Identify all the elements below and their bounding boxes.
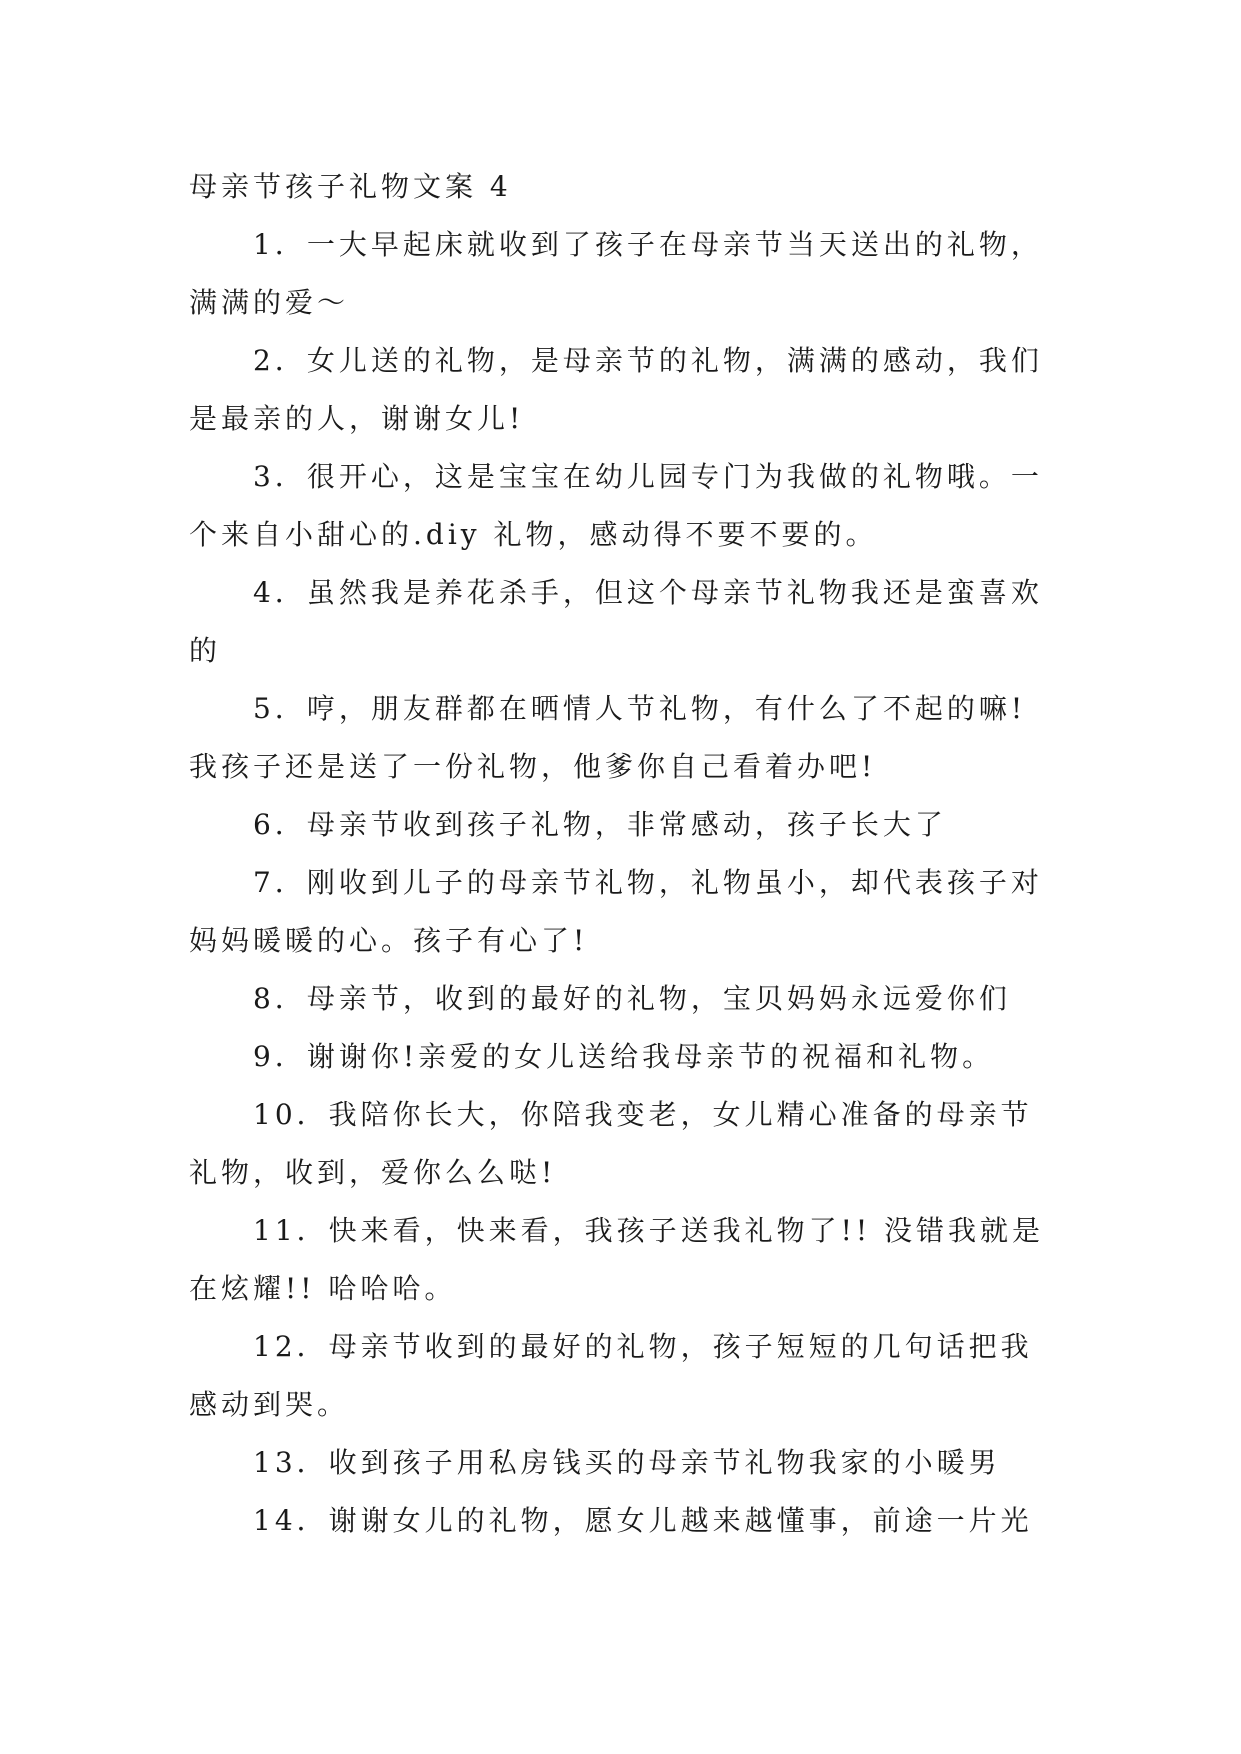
document-title: 母亲节孩子礼物文案 4	[189, 170, 512, 203]
list-item: 8．母亲节，收到的最好的礼物，宝贝妈妈永远爱你们	[253, 982, 1011, 1015]
list-item: 1．一大早起床就收到了孩子在母亲节当天送出的礼物，满满的爱～	[189, 228, 1043, 319]
list-item: 2．女儿送的礼物，是母亲节的礼物，满满的感动，我们是最亲的人，谢谢女儿!	[189, 344, 1043, 435]
list-item: 5．哼，朋友群都在晒情人节礼物，有什么了不起的嘛!我孩子还是送了一份礼物，他爹你自己看着办吧!	[189, 692, 1027, 783]
list-item: 11．快来看，快来看，我孩子送我礼物了!! 没错我就是在炫耀!! 哈哈哈。	[189, 1214, 1045, 1305]
list-item: 9．谢谢你!亲爱的女儿送给我母亲节的祝福和礼物。	[253, 1040, 995, 1073]
list-item: 6．母亲节收到孩子礼物，非常感动，孩子长大了	[253, 808, 947, 841]
list-item: 4．虽然我是养花杀手，但这个母亲节礼物我还是蛮喜欢的	[189, 576, 1043, 667]
list-item: 3．很开心，这是宝宝在幼儿园专门为我做的礼物哦。一个来自小甜心的.diy 礼物，感动得不要不要的。	[189, 460, 1043, 551]
document-body	[189, 158, 1049, 1550]
list-item: 12．母亲节收到的最好的礼物，孩子短短的几句话把我感动到哭。	[189, 1330, 1033, 1421]
list-item: 14．谢谢女儿的礼物，愿女儿越来越懂事，前途一片光	[253, 1504, 1033, 1537]
list-item: 7．刚收到儿子的母亲节礼物，礼物虽小，却代表孩子对妈妈暖暖的心。孩子有心了!	[189, 866, 1043, 957]
list-item: 13．收到孩子用私房钱买的母亲节礼物我家的小暖男	[253, 1446, 1001, 1479]
list-item: 10．我陪你长大，你陪我变老，女儿精心准备的母亲节礼物，收到，爱你么么哒!	[189, 1098, 1033, 1189]
